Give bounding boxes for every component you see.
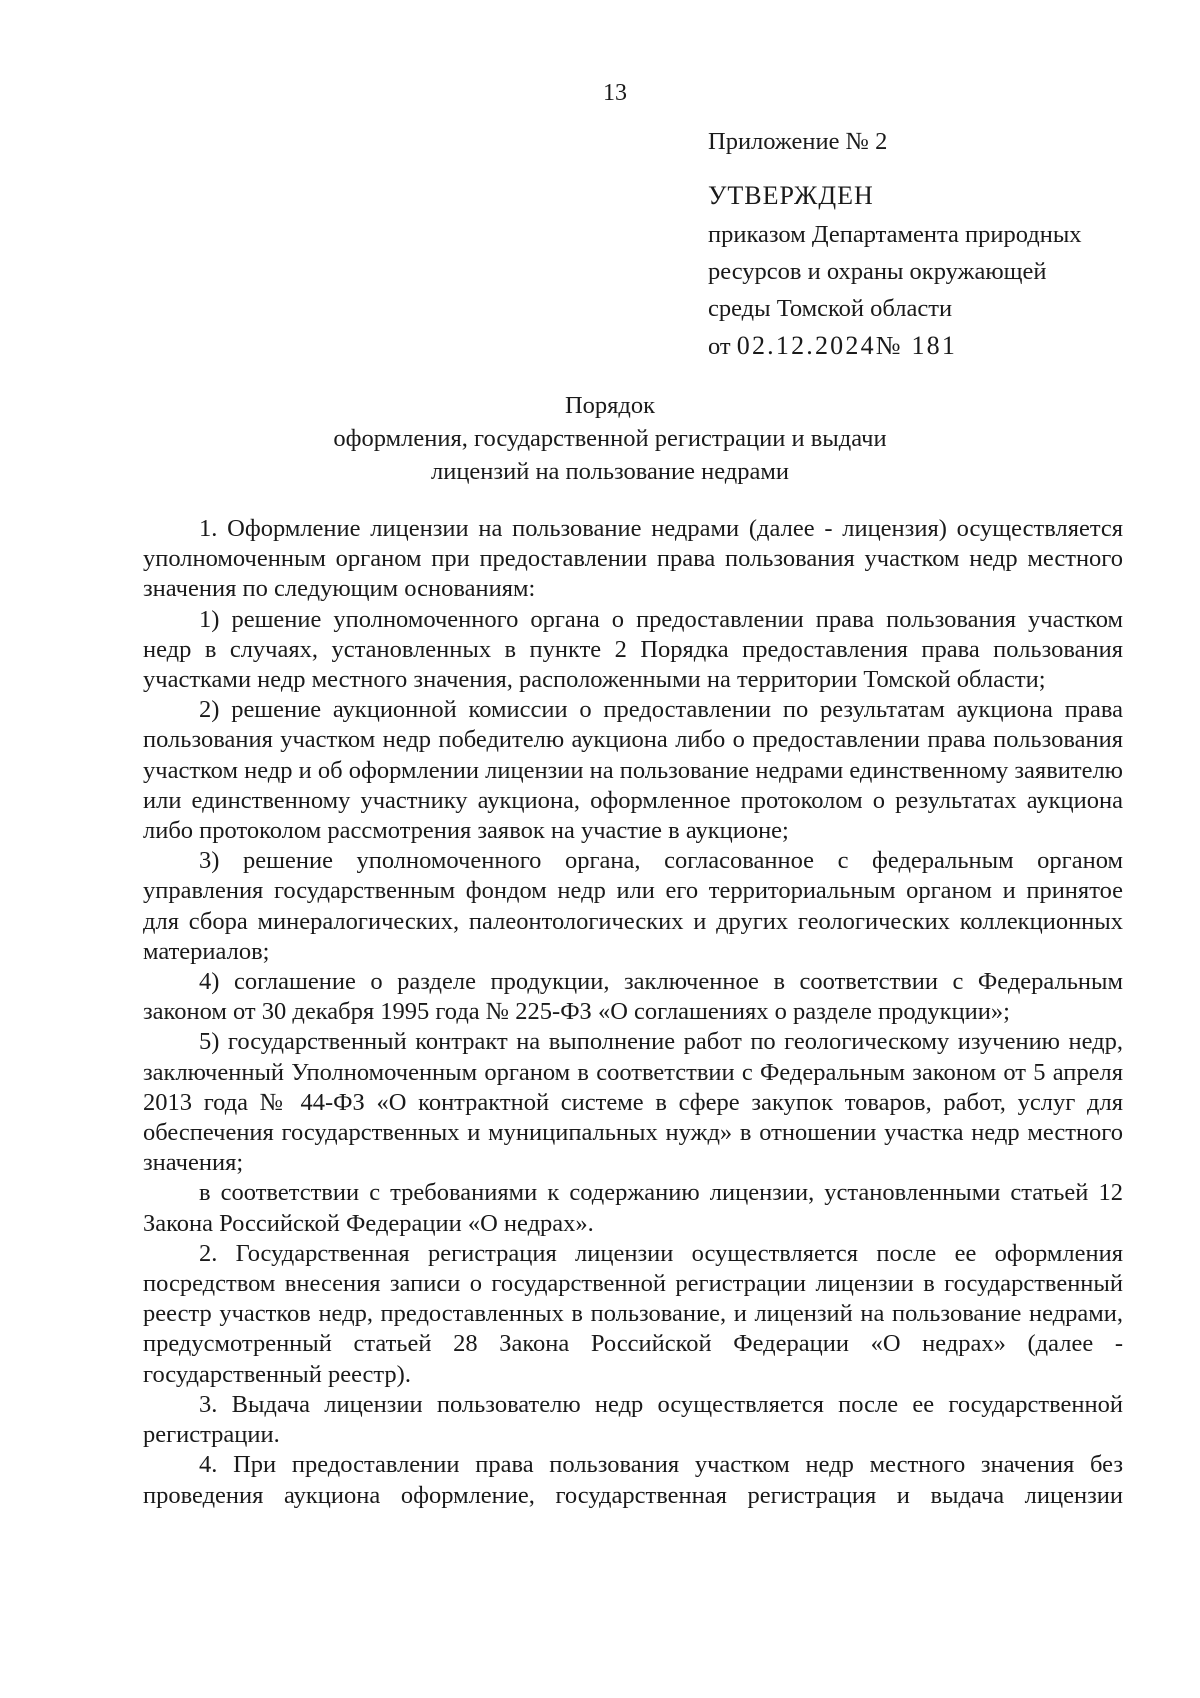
paragraph-1: 1. Оформление лицензии на пользование недрами (далее - лицензия) осуществляется уполномоченным органом при предоставлении права пользования участком недр местного значения по следующим основаниям: [143,515,1123,603]
paragraph-2: 2. Государственная регистрация лицензии осуществляется после ее оформления посредством внесения записи о государственной регистрации лицензии в государственный реестр участков недр, предоставленных в пользование, и лицензий на пользование недрами, предусмотренный статьей 28 Закона Российской Федерации «О недрах» (далее - государственный реестр). [143,1239,1123,1388]
document-body [143,514,1123,1511]
paragraph-1-tail: в соответствии с требованиями к содержанию лицензии, установленными статьей 12 Закона Российской Федерации «О недрах». [143,1179,1123,1237]
paragraph-1-2: 2) решение аукционной комиссии о предоставлении по результатам аукциона права пользования участком недр победителю аукциона либо о предоставлении права пользования участком недр и об оформлении лицензии на пользование недрами единственному заявителю или единственному участнику аукциона, оформленное протоколом о результатах аукциона либо протоколом рассмотрения заявок на участие в аукционе; [143,696,1123,845]
paragraph-1-1: 1) решение уполномоченного органа о предоставлении права пользования участком недр в случаях, установленных в пункте 2 Порядка предоставления права пользования участками недр местного значения, расположенными на территории Томской области; [143,605,1123,694]
paragraph-4: 4. При предоставлении права пользования участком недр местного значения без проведения аукциона оформление, государственная регистрация и выдача лицензии [143,1451,1123,1509]
title-line-1: Порядок [564,392,656,419]
document-title [0,389,1200,488]
order-prefix: от [708,333,731,360]
paragraph-3: 3. Выдача лицензии пользователю недр осуществляется после ее государственной регистрации. [143,1390,1123,1449]
order-number: 02.12.2024№ 181 [736,331,958,360]
paragraph-1-4: 4) соглашение о разделе продукции, заключенное в соответствии с Федеральным законом от 30 декабря 1995 года № 225-ФЗ «О соглашениях о разделе продукции»; [143,968,1123,1026]
page-number: 13 [603,80,627,106]
paragraph-1-5: 5) государственный контракт на выполнение работ по геологическому изучению недр, заключенный Уполномоченным органом в соответствии с Федеральным законом от 5 апреля 2013 года № 44-ФЗ «О контрактной системе в сфере закупок товаров, работ, услуг для обеспечения государственных и муниципальных нужд» в отношении участка недр местного значения; [143,1028,1123,1177]
paragraph-1-3: 3) решение уполномоченного органа, согласованное с федеральным органом управления государственным фондом недр или его территориальным органом и принятое для сбора минералогических, палеонтологических и других геологических коллекционных материалов; [143,847,1123,965]
order-date-number [708,327,1178,365]
approval-block [708,125,1178,365]
approval-line-3: среды Томской области [708,295,953,322]
title-line-3: лицензий на пользование недрами [430,458,789,485]
approved-label: УТВЕРЖДЕН [708,181,874,210]
approval-line-1: приказом Департамента природных [708,221,1082,248]
appendix-label: Приложение № 2 [708,128,888,155]
title-line-2: оформления, государственной регистрации и выдачи [333,425,887,452]
approval-line-2: ресурсов и охраны окружающей [708,258,1047,285]
